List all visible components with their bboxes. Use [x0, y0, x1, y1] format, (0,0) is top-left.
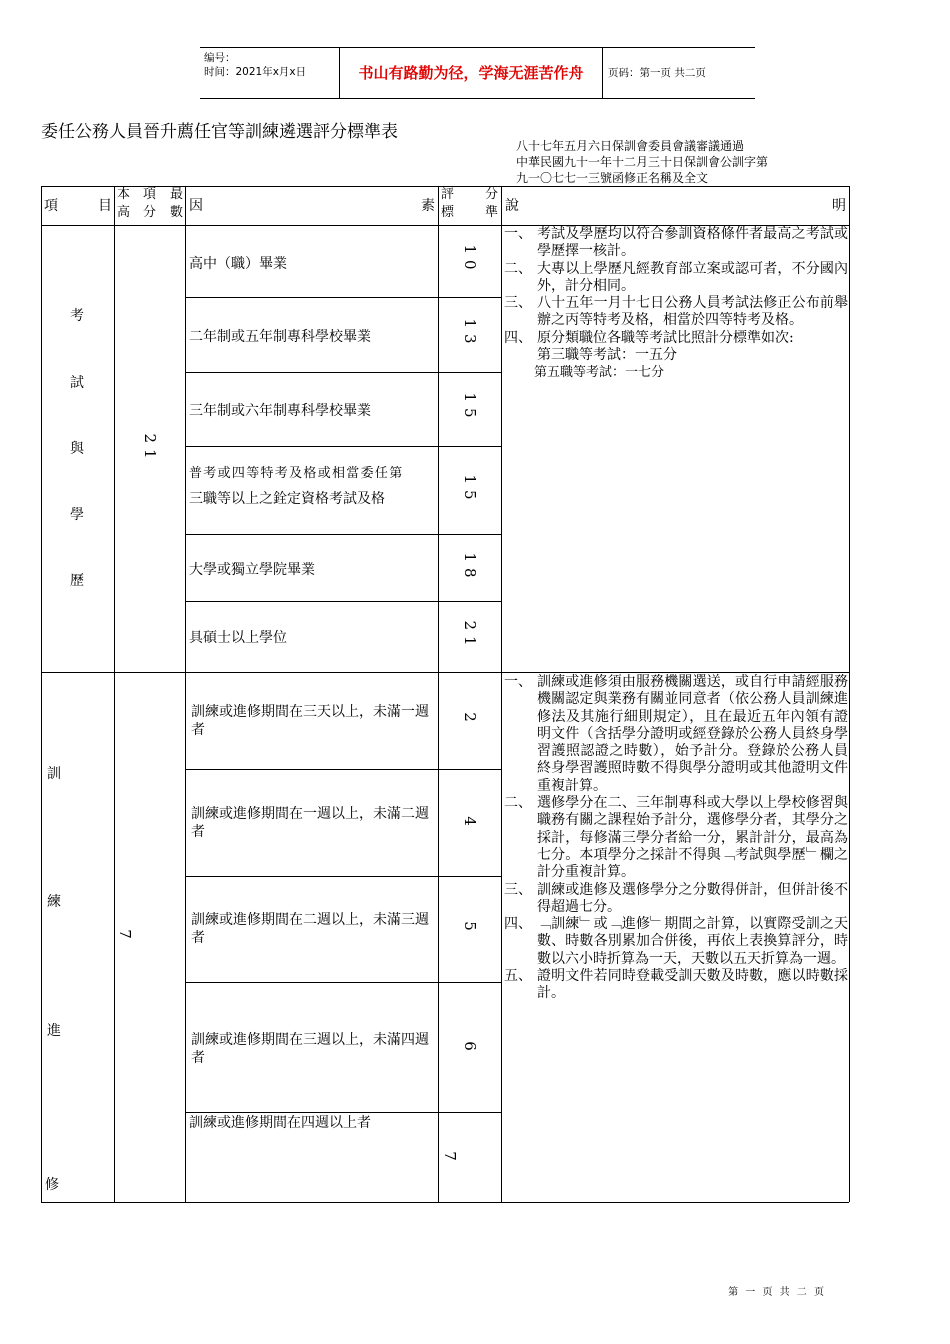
section-max-score: 21: [141, 433, 159, 465]
factor-cell: 訓練或進修期間在四週以上者: [189, 1115, 371, 1131]
desc-text: 訓練或進修及選修學分之分數得併計，但併計後不得超過七分。: [537, 881, 848, 915]
note-line: 中華民國九十一年十二月三十日保訓會公訓字第: [516, 155, 769, 169]
desc-num: 三、: [504, 295, 532, 312]
desc-text: ﹁訓練﹂或﹁進修﹂期間之計算，以實際受訓之天數、時數各別累加合併後，再依上表換算評分，時數以六小時折算為一天，天數以五天折算為一週。: [537, 916, 848, 967]
header-motto: 书山有路勤为径，学海无涯苦作舟: [340, 48, 603, 98]
item-char: 學: [70, 507, 84, 523]
factor-cell: 訓練或進修期間在二週以上，未滿三週者: [191, 912, 429, 946]
factor-cell: 具碩士以上學位: [189, 630, 287, 646]
item-char: 練: [47, 894, 61, 910]
col-header-std: 評: [441, 187, 455, 202]
desc-num: 一、: [504, 674, 532, 690]
score-cell: 10: [461, 244, 479, 276]
factor-cell-line1: 普考或四等特考及格或相當委任第: [189, 466, 404, 481]
col-header-max: 數: [170, 205, 184, 220]
desc-num: 二、: [504, 795, 532, 812]
note-line: 九一〇七七一三號函修正名稱及全文: [516, 171, 709, 185]
col-header-std: 標: [441, 205, 455, 220]
item-char: 考: [70, 308, 84, 324]
col-header-factor-1: 因: [189, 198, 203, 214]
desc-num: 一、: [504, 226, 532, 242]
desc-sub: 第五職等考試：一七分: [534, 365, 665, 381]
score-cell: 7: [441, 1151, 459, 1167]
score-cell: 2: [461, 712, 479, 728]
col-header-desc-1: 說: [505, 198, 519, 214]
desc-item: [504, 674, 848, 795]
item-char: 與: [70, 441, 84, 457]
col-header-max: 項: [143, 187, 157, 202]
score-cell: 6: [461, 1041, 479, 1057]
desc-text: 大專以上學歷凡經教育部立案或認可者，不分國內外，計分相同。: [537, 260, 848, 294]
col-header-max: 本: [117, 187, 131, 202]
desc-item: [504, 330, 848, 347]
col-header-max: 最: [170, 187, 184, 202]
col-header-max: 高: [117, 205, 131, 220]
desc-item: [504, 261, 848, 296]
score-cell: 5: [461, 921, 479, 937]
doc-number: 编号：: [204, 52, 236, 64]
desc-item: [504, 916, 848, 968]
desc-num: 四、: [504, 916, 532, 933]
header-page-info: 页码：第一页 共二页: [608, 67, 706, 79]
score-cell: 15: [461, 392, 479, 424]
score-cell: 21: [461, 620, 479, 652]
factor-cell: 大學或獨立學院畢業: [189, 562, 315, 578]
desc-num: 三、: [504, 881, 532, 898]
section-max-score: 7: [116, 929, 134, 945]
desc-item: [504, 968, 848, 1003]
item-char: 試: [70, 375, 84, 391]
page-title: 委任公務人員晉升薦任官等訓練遴選評分標準表: [41, 122, 398, 142]
col-header-max: 分: [143, 205, 157, 220]
desc-item: [504, 795, 848, 881]
doc-time: 时间：2021年x月x日: [204, 66, 307, 78]
page-header: [200, 47, 755, 99]
desc-num: 二、: [504, 260, 532, 277]
col-header-desc-2: 明: [832, 198, 846, 214]
item-char: 歷: [70, 573, 84, 589]
item-char: 進: [47, 1023, 61, 1039]
desc-text: 證明文件若同時登載受訓天數及時數，應以時數採計。: [537, 968, 848, 1002]
desc-text: 考試及學歷均以符合參訓資格條件者最高之考試或學歷擇一核計。: [537, 226, 848, 260]
item-char: 修: [45, 1177, 59, 1193]
score-cell: 15: [461, 474, 479, 506]
desc-item: [504, 295, 848, 330]
col-header-std: 準: [485, 205, 499, 220]
score-cell: 18: [461, 552, 479, 584]
col-header-factor-2: 素: [421, 198, 435, 214]
desc-text: 八十五年一月十七日公務人員考試法修正公布前舉辦之丙等特考及格，相當於四等特考及格。: [537, 295, 848, 329]
header-meta: [200, 48, 340, 98]
section-desc: [504, 226, 848, 382]
factor-cell: 三年制或六年制專科學校畢業: [189, 403, 371, 419]
factor-cell: 高中（職）畢業: [189, 256, 287, 272]
factor-cell: 訓練或進修期間在三天以上，未滿一週者: [191, 704, 429, 738]
item-char: 訓: [47, 766, 61, 782]
factor-cell: 訓練或進修期間在三週以上，未滿四週者: [191, 1032, 429, 1066]
page-footer: 第 一 页 共 二 页: [728, 1287, 826, 1298]
score-cell: 4: [461, 816, 479, 832]
factor-cell: 二年制或五年制專科學校畢業: [189, 329, 371, 345]
note-line: 八十七年五月六日保訓會委員會議審議通過: [516, 139, 745, 153]
desc-text: 原分類職位各職等考試比照計分標準如次:: [537, 329, 794, 346]
desc-text: 選修學分在二、三年制專科或大學以上學校修習與職務有關之課程始予計分，選修學分者，其學分之採計，每修滿三學分者給一分，累計計分，最高為七分。本項學分之採計不得與﹁考試與學歷﹂欄之計分重複計算。: [537, 795, 848, 881]
desc-item: [504, 882, 848, 917]
desc-num: 五、: [504, 968, 532, 985]
col-header-std: 分: [485, 187, 499, 202]
factor-cell-line2: 三職等以上之銓定資格考試及格: [189, 491, 385, 507]
factor-cell: 訓練或進修期間在一週以上，未滿二週者: [191, 806, 429, 840]
desc-sub: 第三職等考試：一五分: [537, 347, 677, 364]
section-desc: [504, 674, 848, 1003]
score-cell: 13: [461, 318, 479, 350]
col-header-item-2: 目: [98, 198, 112, 214]
desc-text: 訓練或進修須由服務機關選送，或自行申請經服務機關認定與業務有關並同意者（依公務人員訓練進修法及其施行細則規定），且在最近五年內領有證明文件（含括學分證明或經登錄於公務人員終身學習護照認證之時數），始予計分。登錄於公務人員終身學習護照時數不得與學分證明或其他證明文件重複計算。: [537, 674, 848, 794]
col-header-item-1: 項: [44, 198, 58, 214]
desc-item: [504, 226, 848, 261]
desc-num: 四、: [504, 329, 532, 346]
